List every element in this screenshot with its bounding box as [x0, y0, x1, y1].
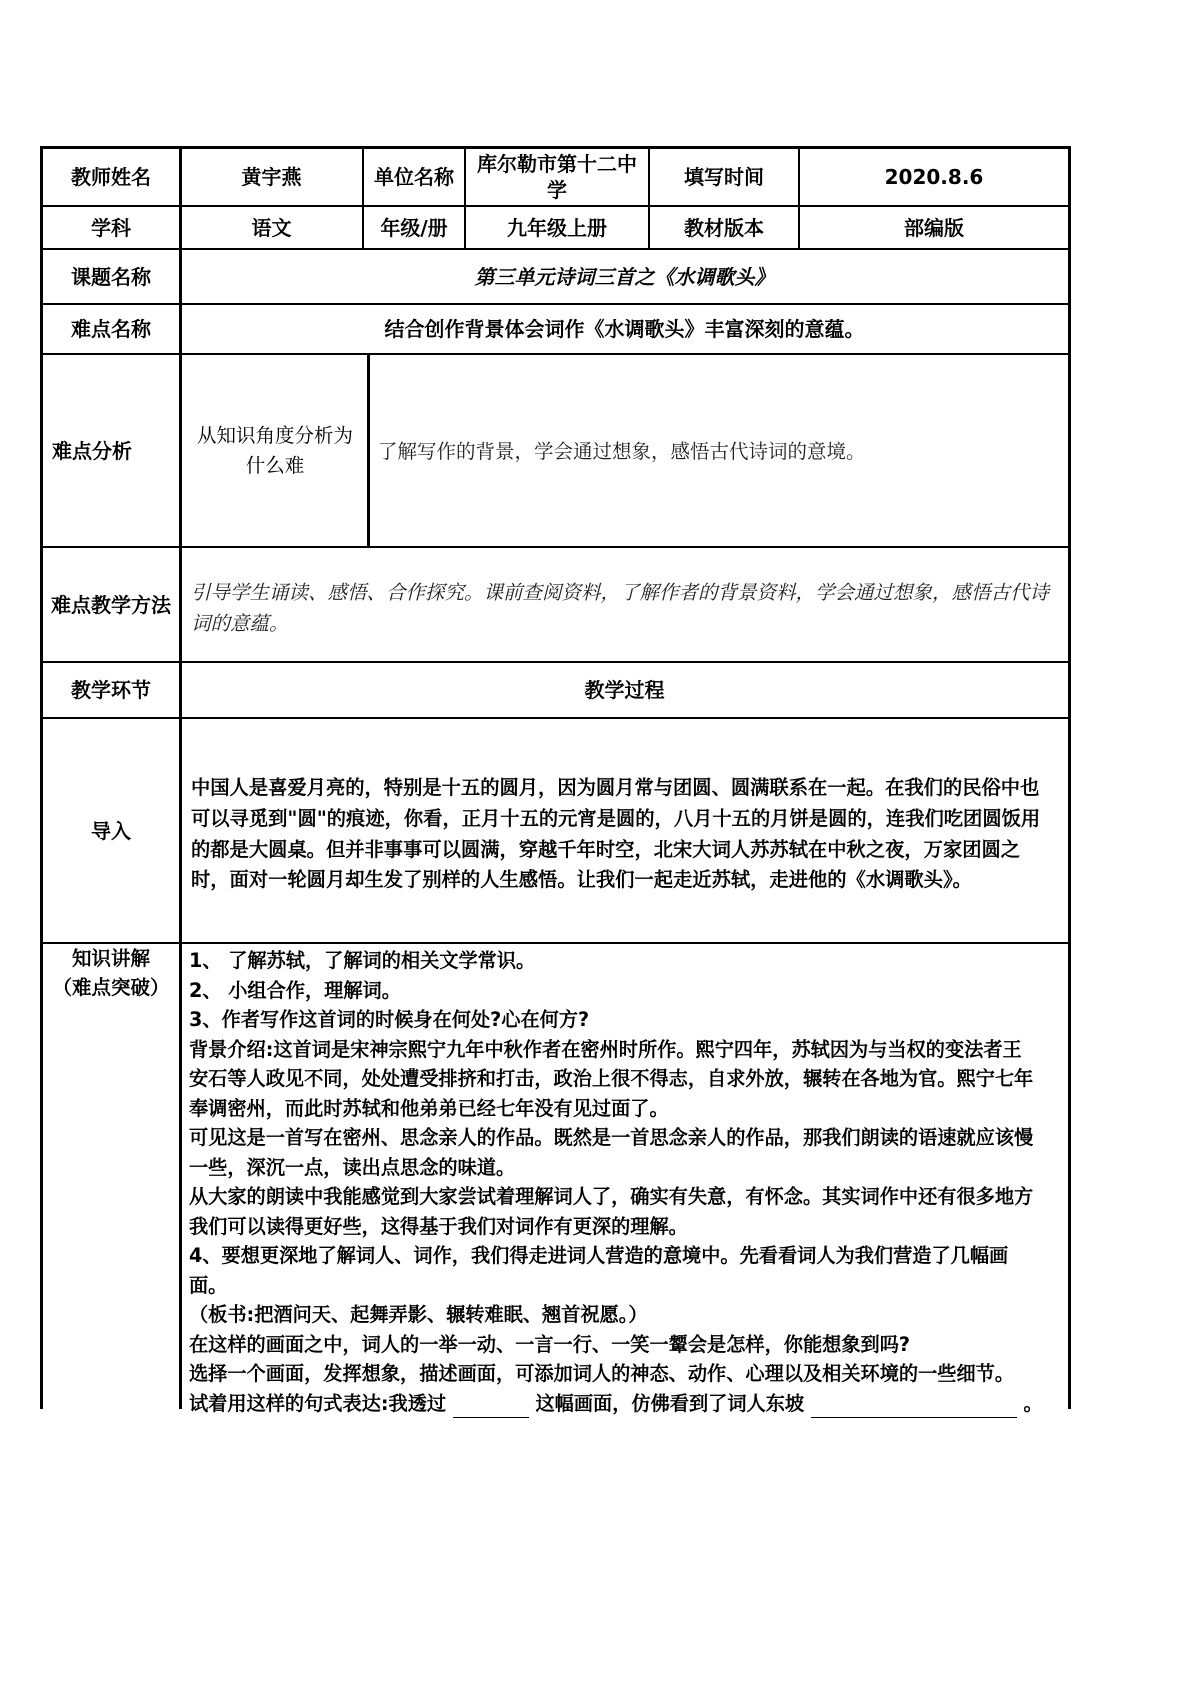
knowledge-last-part1: 试着用这样的句式表达:我透过 [189, 1391, 447, 1415]
row-divider [40, 303, 1071, 305]
knowledge-line: 面。 [189, 1273, 228, 1297]
knowledge-last-end: 。 [1023, 1391, 1043, 1415]
row-divider [40, 661, 1071, 663]
intro-line: 时，面对一轮圆月却生发了别样的人生感悟。让我们一起走近苏轼，走进他的《水调歌头》。 [191, 868, 972, 892]
knowledge-line: 4、要想更深地了解词人、词作，我们得走进词人营造的意境中。先看看词人为我们营造了几幅画 [189, 1244, 1009, 1267]
row-divider [40, 205, 1071, 207]
process-label: 教学环节 [71, 678, 151, 702]
knowledge-line: 从大家的朗读中我能感觉到大家尝试着理解词人了，确实有失意，有怀念。其实词作中还有很多地方 [189, 1185, 1034, 1208]
intro-label: 导入 [91, 818, 131, 843]
knowledge-line: 2、 小组合作，理解词。 [189, 978, 401, 1002]
method-label: 难点教学方法 [51, 592, 171, 617]
col-divider [798, 146, 800, 249]
intro-line: 可以寻觅到"圆"的痕迹，你看，正月十五的元宵是圆的，八月十五的月饼是圆的，连我们吃团圆饭用 [191, 806, 1041, 830]
grade-label: 年级/册 [380, 215, 448, 240]
edition-value: 部编版 [904, 215, 964, 240]
table-border-right [1068, 146, 1071, 1409]
col-divider [464, 146, 466, 249]
row-divider [40, 942, 1071, 944]
knowledge-line: 一些，深沉一点，读出点思念的味道。 [189, 1155, 516, 1179]
knowledge-last-part2: 这幅画面，仿佛看到了词人东坡 [535, 1391, 805, 1415]
knowledge-line: 奉调密州，而此时苏轼和他弟弟已经七年没有见过面了。 [189, 1096, 669, 1120]
intro-line: 中国人是喜爱月亮的，特别是十五的圆月，因为圆月常与团圆、圆满联系在一起。在我们的民俗中也 [191, 776, 1040, 799]
fill-blank-scene [453, 1395, 529, 1418]
analysis-sub-label: 从知识角度分析为什么难 [196, 423, 353, 477]
row-divider [40, 353, 1071, 355]
process-value: 教学过程 [584, 678, 665, 702]
knowledge-line: 安石等人政见不同，处处遭受排挤和打击，政治上很不得志，自求外放，辗转在各地为官。熙宁七年 [189, 1067, 1034, 1090]
knowledge-line: 选择一个画面，发挥想象，描述画面，可添加词人的神态、动作、心理以及相关环境的一些细节。 [189, 1362, 1015, 1385]
subject-value: 语文 [251, 215, 292, 240]
unit-value: 库尔勒市第十二中学 [477, 152, 637, 202]
knowledge-line: （板书:把酒问天、起舞弄影、辗转难眠、翘首祝愿。） [189, 1303, 648, 1326]
topic-label: 课题名称 [71, 264, 151, 289]
knowledge-line: 背景介绍:这首词是宋神宗熙宁九年中秋作者在密州时所作。熙宁四年，苏轼因为与当权的变法者王 [189, 1037, 1022, 1061]
col-divider [648, 146, 650, 249]
table-border-left [40, 146, 43, 1409]
knowledge-label [42, 944, 180, 1002]
intro-line: 的都是大圆桌。但并非事事可以圆满，穿越千年时空，北宋大词人苏苏轼在中秋之夜，万家团圆之 [191, 837, 1021, 861]
row-divider [40, 717, 1071, 719]
analysis-label: 难点分析 [52, 438, 132, 463]
knowledge-text [189, 946, 1064, 1418]
knowledge-line: 3、作者写作这首词的时候身在何处?心在何方? [189, 1008, 590, 1031]
knowledge-line: 我们可以读得更好些，这得基于我们对词作有更深的理解。 [189, 1214, 688, 1238]
intro-text [191, 773, 1061, 896]
knowledge-last-line [189, 1389, 1064, 1419]
subject-label: 学科 [91, 215, 131, 240]
knowledge-line: 1、 了解苏轼，了解词的相关文学常识。 [189, 949, 536, 972]
date-value: 2020.8.6 [884, 165, 984, 189]
row-divider [40, 248, 1071, 250]
analysis-value: 了解写作的背景，学会通过想象，感悟古代诗词的意境。 [378, 440, 866, 463]
row-divider [40, 546, 1071, 548]
topic-value: 第三单元诗词三首之《水调歌头》 [474, 264, 775, 289]
method-value: 引导学生诵读、感悟、合作探究。课前查阅资料，了解作者的背景资料，学会通过想象，感悟古代诗词的意蕴。 [191, 581, 1050, 635]
col-divider-main [179, 146, 182, 1409]
col-divider [362, 146, 364, 249]
unit-label: 单位名称 [374, 165, 454, 189]
fill-blank-description [811, 1395, 1017, 1418]
table-border-top [40, 146, 1071, 149]
edition-label: 教材版本 [684, 215, 764, 240]
difficulty-label: 难点名称 [71, 317, 151, 341]
knowledge-label-line2: （难点突破） [52, 976, 170, 999]
teacher-value: 黄宇燕 [241, 165, 302, 189]
teacher-label: 教师姓名 [71, 165, 151, 189]
difficulty-value: 结合创作背景体会词作《水调歌头》丰富深刻的意蕴。 [384, 317, 865, 341]
knowledge-line: 可见这是一首写在密州、思念亲人的作品。既然是一首思念亲人的作品，那我们朗读的语速就应该慢 [189, 1126, 1034, 1149]
knowledge-label-line1: 知识讲解 [71, 947, 150, 970]
grade-value: 九年级上册 [507, 215, 607, 240]
date-label: 填写时间 [684, 165, 764, 189]
col-divider-analysis [367, 354, 370, 547]
knowledge-line: 在这样的画面之中，词人的一举一动、一言一行、一笑一颦会是怎样，你能想象到吗? [189, 1332, 911, 1356]
